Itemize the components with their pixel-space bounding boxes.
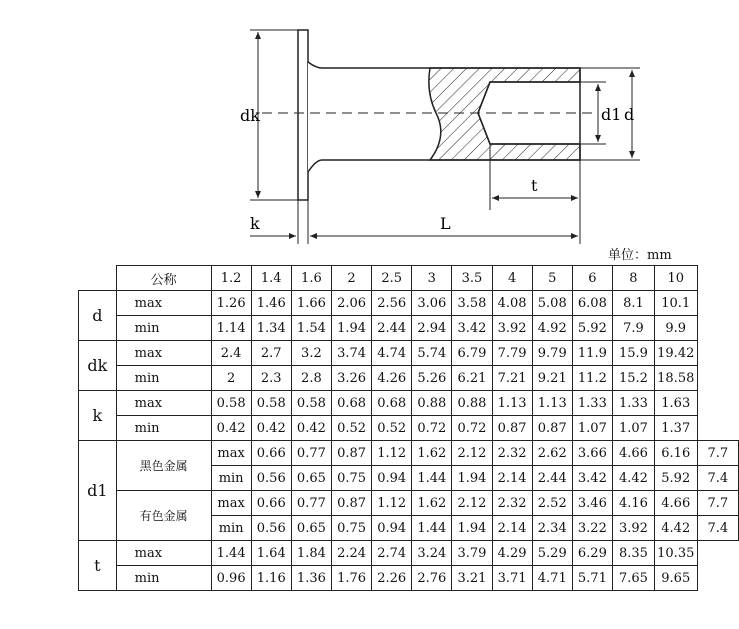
table-row — [79, 541, 739, 566]
sub-label-cell: min — [116, 416, 211, 441]
value-cell: 2.56 — [372, 291, 412, 316]
value-cell: 2.32 — [492, 491, 532, 516]
value-cell: 4.71 — [532, 566, 572, 591]
value-cell: 0.72 — [452, 416, 492, 441]
header-size-cell: 1.2 — [211, 266, 251, 291]
value-cell: 1.94 — [331, 316, 371, 341]
sub-label-cell: max — [116, 391, 211, 416]
value-cell: 3.26 — [331, 366, 371, 391]
value-cell: 0.42 — [211, 416, 251, 441]
value-cell: 0.68 — [372, 391, 412, 416]
header-size-cell: 6 — [572, 266, 612, 291]
value-cell: 0.96 — [211, 566, 251, 591]
value-cell: 3.66 — [572, 441, 612, 466]
value-cell: 2.52 — [532, 491, 572, 516]
material-cell: 黑色金属 — [116, 441, 211, 491]
value-cell: 1.26 — [211, 291, 251, 316]
rivet-head — [298, 30, 308, 200]
rivet-drawing — [0, 0, 739, 262]
value-cell: 3.79 — [452, 541, 492, 566]
value-cell: 0.56 — [251, 466, 291, 491]
sub-label-cell: min — [211, 516, 251, 541]
value-cell: 1.44 — [412, 466, 452, 491]
value-cell: 2.94 — [412, 316, 452, 341]
value-cell: 0.75 — [331, 466, 371, 491]
value-cell: 3.74 — [331, 341, 371, 366]
param-cell-t: t — [79, 541, 117, 591]
label-d: d — [624, 105, 635, 124]
value-cell: 5.26 — [412, 366, 452, 391]
value-cell: 1.13 — [492, 391, 532, 416]
value-cell: 0.56 — [251, 516, 291, 541]
header-size-cell: 5 — [532, 266, 572, 291]
value-cell: 3.22 — [572, 516, 612, 541]
param-cell-dk: dk — [79, 341, 117, 391]
value-cell: 0.77 — [291, 441, 331, 466]
header-nominal: 公称 — [116, 266, 211, 291]
value-cell: 0.68 — [331, 391, 371, 416]
value-cell: 2.34 — [532, 516, 572, 541]
sub-label-cell: min — [116, 316, 211, 341]
value-cell: 0.87 — [331, 491, 371, 516]
value-cell: 7.9 — [612, 316, 654, 341]
value-cell: 19.42 — [654, 341, 697, 366]
value-cell: 3.42 — [452, 316, 492, 341]
value-cell: 0.65 — [291, 466, 331, 491]
sub-label-cell: max — [116, 541, 211, 566]
value-cell: 10.1 — [654, 291, 697, 316]
value-cell: 3.21 — [452, 566, 492, 591]
sub-label-cell: max — [211, 491, 251, 516]
label-L: L — [440, 214, 451, 233]
value-cell: 6.16 — [654, 441, 697, 466]
value-cell: 0.72 — [412, 416, 452, 441]
value-cell: 9.21 — [532, 366, 572, 391]
value-cell: 2.7 — [251, 341, 291, 366]
value-cell: 0.58 — [251, 391, 291, 416]
table-row — [79, 316, 739, 341]
label-t: t — [531, 176, 538, 195]
header-size-cell: 1.6 — [291, 266, 331, 291]
value-cell: 15.2 — [612, 366, 654, 391]
header-size-cell: 8 — [612, 266, 654, 291]
material-cell: 有色金属 — [116, 491, 211, 541]
spec-table — [78, 265, 739, 591]
value-cell: 1.36 — [291, 566, 331, 591]
value-cell: 3.42 — [572, 466, 612, 491]
sub-label-cell: min — [116, 566, 211, 591]
header-size-cell: 2.5 — [372, 266, 412, 291]
value-cell: 5.71 — [572, 566, 612, 591]
value-cell: 1.34 — [251, 316, 291, 341]
value-cell: 2.3 — [251, 366, 291, 391]
value-cell: 3.24 — [412, 541, 452, 566]
sub-label-cell: max — [116, 291, 211, 316]
value-cell: 1.37 — [654, 416, 697, 441]
value-cell: 11.2 — [572, 366, 612, 391]
value-cell: 9.65 — [654, 566, 697, 591]
value-cell: 4.92 — [532, 316, 572, 341]
value-cell: 0.75 — [331, 516, 371, 541]
value-cell: 1.14 — [211, 316, 251, 341]
value-cell: 8.35 — [612, 541, 654, 566]
value-cell: 5.74 — [412, 341, 452, 366]
value-cell: 2.14 — [492, 516, 532, 541]
header-size-cell: 4 — [492, 266, 532, 291]
value-cell: 2.24 — [331, 541, 371, 566]
sub-label-cell: min — [116, 366, 211, 391]
param-cell-d: d — [79, 291, 117, 341]
sub-label-cell: min — [211, 466, 251, 491]
header-blank — [79, 266, 117, 291]
value-cell: 3.92 — [612, 516, 654, 541]
value-cell: 8.1 — [612, 291, 654, 316]
value-cell: 1.46 — [251, 291, 291, 316]
header-size-cell: 3.5 — [452, 266, 492, 291]
value-cell: 0.87 — [492, 416, 532, 441]
value-cell: 2.62 — [532, 441, 572, 466]
value-cell: 2.14 — [492, 466, 532, 491]
value-cell: 1.62 — [412, 441, 452, 466]
value-cell: 2.12 — [452, 491, 492, 516]
value-cell: 1.44 — [412, 516, 452, 541]
value-cell: 0.77 — [291, 491, 331, 516]
value-cell: 0.88 — [452, 391, 492, 416]
value-cell: 1.62 — [412, 491, 452, 516]
value-cell: 0.52 — [331, 416, 371, 441]
value-cell: 4.16 — [612, 491, 654, 516]
value-cell: 3.46 — [572, 491, 612, 516]
value-cell: 4.66 — [612, 441, 654, 466]
value-cell: 1.63 — [654, 391, 697, 416]
table-row — [79, 491, 739, 516]
header-size-cell: 2 — [331, 266, 371, 291]
value-cell: 1.07 — [572, 416, 612, 441]
value-cell: 0.88 — [412, 391, 452, 416]
value-cell: 9.79 — [532, 341, 572, 366]
header-size-cell: 3 — [412, 266, 452, 291]
value-cell: 7.65 — [612, 566, 654, 591]
value-cell: 2.32 — [492, 441, 532, 466]
value-cell: 7.4 — [697, 516, 738, 541]
unit-label: 单位：mm — [608, 248, 672, 263]
value-cell: 7.7 — [697, 441, 738, 466]
value-cell: 11.9 — [572, 341, 612, 366]
value-cell: 7.79 — [492, 341, 532, 366]
value-cell: 5.08 — [532, 291, 572, 316]
table-row — [79, 341, 739, 366]
value-cell: 1.66 — [291, 291, 331, 316]
value-cell: 7.4 — [697, 466, 738, 491]
value-cell: 1.64 — [251, 541, 291, 566]
value-cell: 9.9 — [654, 316, 697, 341]
value-cell: 4.26 — [372, 366, 412, 391]
value-cell: 1.33 — [612, 391, 654, 416]
value-cell: 4.42 — [612, 466, 654, 491]
param-cell-k: k — [79, 391, 117, 441]
table-row — [79, 391, 739, 416]
value-cell: 5.29 — [532, 541, 572, 566]
value-cell: 0.87 — [532, 416, 572, 441]
header-row — [79, 266, 739, 291]
value-cell: 4.42 — [654, 516, 697, 541]
value-cell: 18.58 — [654, 366, 697, 391]
value-cell: 1.07 — [612, 416, 654, 441]
table-row — [79, 441, 739, 466]
table-row — [79, 291, 739, 316]
value-cell: 0.94 — [372, 516, 412, 541]
sub-label-cell: max — [211, 441, 251, 466]
header-size-cell: 1.4 — [251, 266, 291, 291]
value-cell: 3.58 — [452, 291, 492, 316]
value-cell: 2.8 — [291, 366, 331, 391]
value-cell: 1.12 — [372, 441, 412, 466]
value-cell: 0.66 — [251, 441, 291, 466]
label-k: k — [250, 214, 260, 233]
value-cell: 4.74 — [372, 341, 412, 366]
value-cell: 3.06 — [412, 291, 452, 316]
value-cell: 5.92 — [572, 316, 612, 341]
value-cell: 0.87 — [331, 441, 371, 466]
label-d1: d1 — [601, 105, 622, 124]
value-cell: 0.58 — [291, 391, 331, 416]
value-cell: 2.76 — [412, 566, 452, 591]
value-cell: 0.42 — [291, 416, 331, 441]
value-cell: 1.94 — [452, 466, 492, 491]
value-cell: 4.29 — [492, 541, 532, 566]
value-cell: 2.44 — [372, 316, 412, 341]
value-cell: 15.9 — [612, 341, 654, 366]
value-cell: 0.65 — [291, 516, 331, 541]
table-row — [79, 416, 739, 441]
value-cell: 1.94 — [452, 516, 492, 541]
value-cell: 2.4 — [211, 341, 251, 366]
value-cell: 0.94 — [372, 466, 412, 491]
value-cell: 0.66 — [251, 491, 291, 516]
header-size-cell: 10 — [654, 266, 697, 291]
table-row — [79, 366, 739, 391]
param-cell-d1: d1 — [79, 441, 117, 541]
table-row — [79, 566, 739, 591]
value-cell: 2.74 — [372, 541, 412, 566]
value-cell: 2.44 — [532, 466, 572, 491]
value-cell: 1.44 — [211, 541, 251, 566]
value-cell: 2.26 — [372, 566, 412, 591]
value-cell: 2 — [211, 366, 251, 391]
value-cell: 4.08 — [492, 291, 532, 316]
value-cell: 1.12 — [372, 491, 412, 516]
value-cell: 2.12 — [452, 441, 492, 466]
value-cell: 1.84 — [291, 541, 331, 566]
value-cell: 1.76 — [331, 566, 371, 591]
value-cell: 7.7 — [697, 491, 738, 516]
label-dk: dk — [240, 106, 260, 125]
value-cell: 1.13 — [532, 391, 572, 416]
value-cell: 1.33 — [572, 391, 612, 416]
value-cell: 0.52 — [372, 416, 412, 441]
value-cell: 5.92 — [654, 466, 697, 491]
value-cell: 6.79 — [452, 341, 492, 366]
value-cell: 0.58 — [211, 391, 251, 416]
sub-label-cell: max — [116, 341, 211, 366]
value-cell: 6.21 — [452, 366, 492, 391]
value-cell: 2.06 — [331, 291, 371, 316]
value-cell: 0.42 — [251, 416, 291, 441]
value-cell: 6.08 — [572, 291, 612, 316]
value-cell: 6.29 — [572, 541, 612, 566]
value-cell: 7.21 — [492, 366, 532, 391]
value-cell: 3.92 — [492, 316, 532, 341]
value-cell: 10.35 — [654, 541, 697, 566]
value-cell: 4.66 — [654, 491, 697, 516]
value-cell: 1.54 — [291, 316, 331, 341]
value-cell: 3.2 — [291, 341, 331, 366]
value-cell: 3.71 — [492, 566, 532, 591]
value-cell: 1.16 — [251, 566, 291, 591]
